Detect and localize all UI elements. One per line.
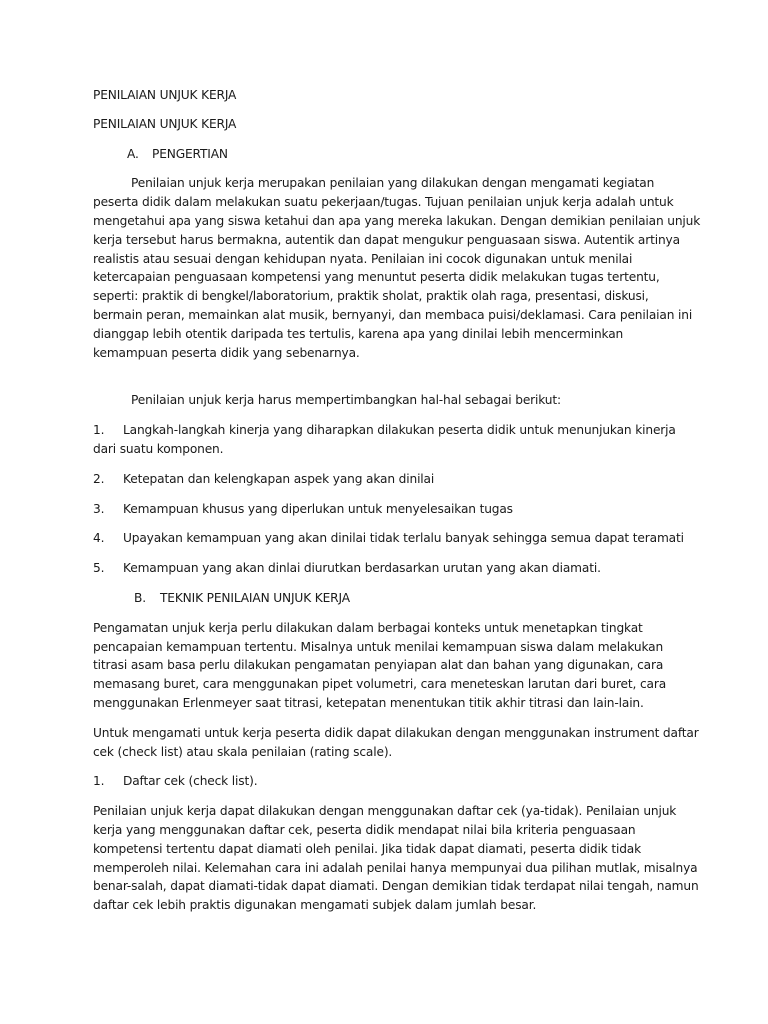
list-text: Upayakan kemampuan yang akan dinilai tidak terlalu banyak sehingga semua dapat teramati <box>123 531 684 546</box>
document-page <box>93 86 701 915</box>
section-a-label: A. <box>127 146 139 161</box>
list-text: Kemampuan khusus yang diperlukan untuk menyelesaikan tugas <box>123 501 513 516</box>
paragraph-line: peserta didik dalam melakukan suatu pekerjaan/tugas. Tujuan penilaian unjuk kerja adalah untuk <box>93 195 674 210</box>
list-number: 4. <box>93 531 105 546</box>
paragraph-line: ketercapaian penguasaan kompetensi yang menuntut peserta didik melakukan tugas tertentu, <box>93 270 660 285</box>
paragraph-line: kemampuan peserta didik yang sebenarnya. <box>93 345 360 360</box>
paragraph-line: memasang buret, cara menggunakan pipet volumetri, cara meneteskan larutan dari buret, cara <box>93 677 667 692</box>
list-number: 3. <box>93 501 105 516</box>
checklist-number: 1. <box>93 774 105 789</box>
paragraph-line: dianggap lebih otentik daripada tes tertulis, karena apa yang dinilai lebih mencerminkan <box>93 326 624 341</box>
list-text: Langkah-langkah kinerja yang diharapkan dilakukan peserta didik untuk menunjukan kinerja <box>123 423 676 438</box>
paragraph-line: Pengamatan unjuk kerja perlu dilakukan dalam berbagai konteks untuk menetapkan tingkat <box>93 620 643 635</box>
paragraph-line: Penilaian unjuk kerja dapat dilakukan dengan menggunakan daftar cek (ya-tidak). Penilaian unjuk <box>93 804 677 819</box>
paragraph-teknik <box>93 619 693 713</box>
list-text: Kemampuan yang akan dinlai diurutkan berdasarkan urutan yang akan diamati. <box>123 561 601 576</box>
list-item <box>93 559 693 578</box>
document-title: PENILAIAN UNJUK KERJA <box>93 88 237 102</box>
paragraph-line: daftar cek lebih praktis digunakan mengamati subjek dalam jumlah besar. <box>93 898 537 913</box>
paragraph-line: Untuk mengamati untuk kerja peserta didik dapat dilakukan dengan menggunakan instrument daftar <box>93 725 699 740</box>
paragraph-line: kompetensi tertentu dapat diamati oleh penilai. Jika tidak dapat diamati, peserta didik tidak <box>93 841 642 856</box>
paragraph-considerations-intro: Penilaian unjuk kerja harus mempertimbangkan hal-hal sebagai berikut: <box>131 393 561 408</box>
checklist-item <box>93 772 693 791</box>
section-b-title: TEKNIK PENILAIAN UNJUK KERJA <box>160 590 350 605</box>
list-item <box>93 421 693 459</box>
list-text: Ketepatan dan kelengkapan aspek yang akan dinilai <box>123 471 435 486</box>
section-a-title: PENGERTIAN <box>152 146 228 161</box>
document-subtitle: PENILAIAN UNJUK KERJA <box>93 116 237 131</box>
list-item <box>93 500 693 519</box>
paragraph-line: benar-salah, dapat diamati-tidak dapat diamati. Dengan demikian tidak terdapat nilai tengah, namun <box>93 879 699 894</box>
paragraph-line: realistis atau sesuai dengan kehidupan nyata. Penilaian ini cocok digunakan untuk menilai <box>93 251 633 266</box>
paragraph-line: kerja tersebut harus bermakna, autentik dan dapat mengukur penguasaan siswa. Autentik artinya <box>93 232 680 247</box>
paragraph-line: menggunakan Erlenmeyer saat titrasi, ketepatan menentukan titik akhir titrasi dan lain-lain. <box>93 695 644 710</box>
paragraph-line: Penilaian unjuk kerja merupakan penilaian yang dilakukan dengan mengamati kegiatan <box>131 176 655 191</box>
section-b-label: B. <box>134 590 146 605</box>
paragraph-line: titrasi asam basa perlu dilakukan pengamatan penyiapan alat dan bahan yang digunakan, cara <box>93 658 664 673</box>
paragraph-line: bermain peran, memainkan alat musik, bernyanyi, dan membaca puisi/deklamasi. Cara penilaian ini <box>93 307 693 322</box>
paragraph-line: kerja yang menggunakan daftar cek, peserta didik mendapat nilai bila kriteria penguasaan <box>93 822 636 837</box>
list-text-continuation: dari suatu komponen. <box>93 441 224 456</box>
paragraph-instrument <box>93 724 699 762</box>
paragraph-line: cek (check list) atau skala penilaian (rating scale). <box>93 744 393 759</box>
paragraph-line: seperti: praktik di bengkel/laboratorium, praktik sholat, praktik olah raga, presentasi, diskusi, <box>93 289 649 304</box>
paragraph-pengertian <box>93 174 701 362</box>
list-number: 1. <box>93 423 105 438</box>
checklist-text: Daftar cek (check list). <box>123 774 258 789</box>
list-number: 5. <box>93 561 105 576</box>
list-item <box>93 529 693 548</box>
section-a-heading <box>93 145 693 164</box>
section-b-heading <box>93 589 693 608</box>
paragraph-line: memperoleh nilai. Kelemahan cara ini adalah penilai hanya mempunyai dua pilihan mutlak, misalnya <box>93 860 698 875</box>
paragraph-daftar-cek <box>93 802 699 915</box>
list-item <box>93 470 693 489</box>
paragraph-line: mengetahui apa yang siswa ketahui dan apa yang mereka lakukan. Dengan demikian penilaian unjuk <box>93 213 701 228</box>
list-number: 2. <box>93 471 105 486</box>
paragraph-line: pencapaian kemampuan tertentu. Misalnya untuk menilai kemampuan siswa dalam melakukan <box>93 639 664 654</box>
